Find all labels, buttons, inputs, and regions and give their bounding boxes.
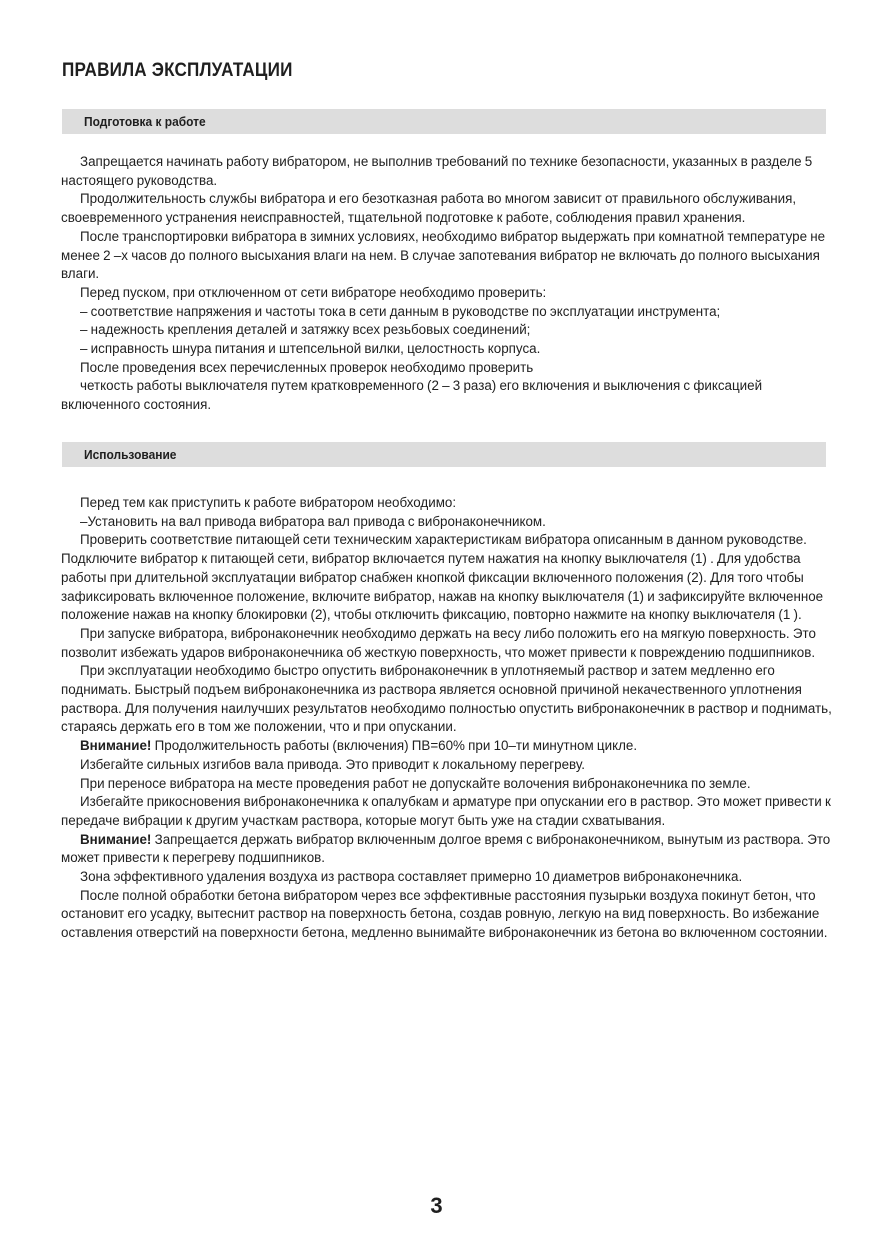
section-heading: Подготовка к работе	[84, 114, 206, 129]
preparation-text	[61, 153, 841, 415]
paragraph: Перед пуском, при отключенном от сети вибраторе необходимо проверить:	[80, 284, 547, 300]
paragraph: Избегайте сильных изгибов вала привода. Это приводит к локальному перегреву.	[80, 756, 585, 772]
paragraph: –Установить на вал привода вибратора вал привода с вибронаконечником.	[80, 513, 546, 529]
paragraph: четкость работы выключателя путем кратковременного (2 – 3 раза) его включения и выключения с фиксацией включенного состояния.	[61, 378, 763, 413]
list-item: – соответствие напряжения и частоты тока в сети данным в руководстве по эксплуатации инструмента;	[80, 303, 721, 319]
paragraph: При запуске вибратора, вибронаконечник необходимо держать на весу либо положить его на мягкую поверхность. Это позволит избежать ударов вибронаконечника об жесткую поверхность, что может привести к повреждению подшипников.	[61, 625, 816, 660]
paragraph: Зона эффективного удаления воздуха из раствора составляет примерно 10 диаметров вибронаконечника.	[80, 869, 743, 885]
paragraph: Запрещается начинать работу вибратором, не выполнив требований по технике безопасности, указанных в разделе 5 настоящего руководства.	[61, 154, 813, 188]
list-item: – надежность крепления деталей и затяжку всех резьбовых соединений;	[80, 322, 531, 338]
warning-label: Внимание!	[80, 738, 152, 754]
paragraph: При переносе вибратора на месте проведения работ не допускайте волочения вибронаконечника по земле.	[80, 775, 751, 791]
warning-paragraph	[61, 831, 841, 868]
warning-label: Внимание!	[80, 831, 152, 847]
warning-text: Запрещается держать вибратор включенным долгое время с вибронаконечником, вынутым из раствора. Это может привести к перегреву подшипников.	[61, 831, 831, 866]
page-title: ПРАВИЛА ЭКСПЛУАТАЦИИ	[62, 60, 293, 81]
paragraph: После полной обработки бетона вибратором через все эффективные расстояния пузырьки воздуха покинут бетон, что остановит его усадку, вытеснит раствор на поверхность бетона, создав ровную, легкую на вид поверхность. Во избежание оставления отверстий на поверхности бетона, медленно вынимайте вибронаконечник из бетона во включенном состоянии.	[61, 887, 828, 941]
usage-text	[61, 494, 841, 943]
page-number: 3	[430, 1193, 443, 1218]
list-item: – исправность шнура питания и штепсельной вилки, целостность корпуса.	[80, 341, 541, 357]
paragraph: После проведения всех перечисленных проверок необходимо проверить	[80, 359, 534, 375]
paragraph: После транспортировки вибратора в зимних условиях, необходимо вибратор выдержать при комнатной температуре не менее 2 –х часов до полного высыхания влаги на нем. В случае запотевания вибратор не включать до полного высыхания влаги.	[61, 228, 826, 282]
section-heading: Использование	[84, 447, 177, 462]
paragraph: Проверить соответствие питающей сети техническим характеристикам вибратора описанным в данном руководстве. Подключите вибратор к питающей сети, вибратор включается путем нажатия на кнопку выключателя (1) . Для удобства работы при длительной эксплуатации вибратор снабжен кнопкой фиксации включенного положения (2). Для того чтобы зафиксировать включенное положение, включите вибратор, нажав на кнопку выключателя (1) и зафиксируйте включенное положение нажав на кнопку блокировки (2), чтобы отключить фиксацию, повторно нажмите на кнопку выключателя (1 ).	[61, 532, 824, 623]
warning-paragraph	[61, 737, 841, 756]
paragraph: Перед тем как приступить к работе вибратором необходимо:	[80, 495, 457, 510]
warning-text: Продолжительность работы (включения) ПВ=60% при 10–ти минутном цикле.	[151, 738, 638, 754]
section-header-usage	[62, 442, 826, 467]
paragraph: Продолжительность службы вибратора и его безотказная работа во многом зависит от правильного обслуживания, своевременного устранения неисправностей, тщательной подготовке к работе, соблюдения правил хранения.	[61, 191, 797, 226]
paragraph: При эксплуатации необходимо быстро опустить вибронаконечник в уплотняемый раствор и затем медленно его поднимать. Быстрый подъем вибронаконечника из раствора является основной причиной некачественного уплотнения раствора. Для получения наилучших результатов необходимо полностью опустить вибронаконечник в раствор и поднимать, стараясь держать его в том же положении, что и при опускании.	[61, 663, 832, 735]
paragraph: Избегайте прикосновения вибронаконечника к опалубкам и арматуре при опускании его в раствор. Это может привести к передаче вибрации к другим участкам раствора, которые могут быть уже на стадии схватывания.	[61, 794, 831, 828]
section-header-preparation	[62, 109, 826, 134]
